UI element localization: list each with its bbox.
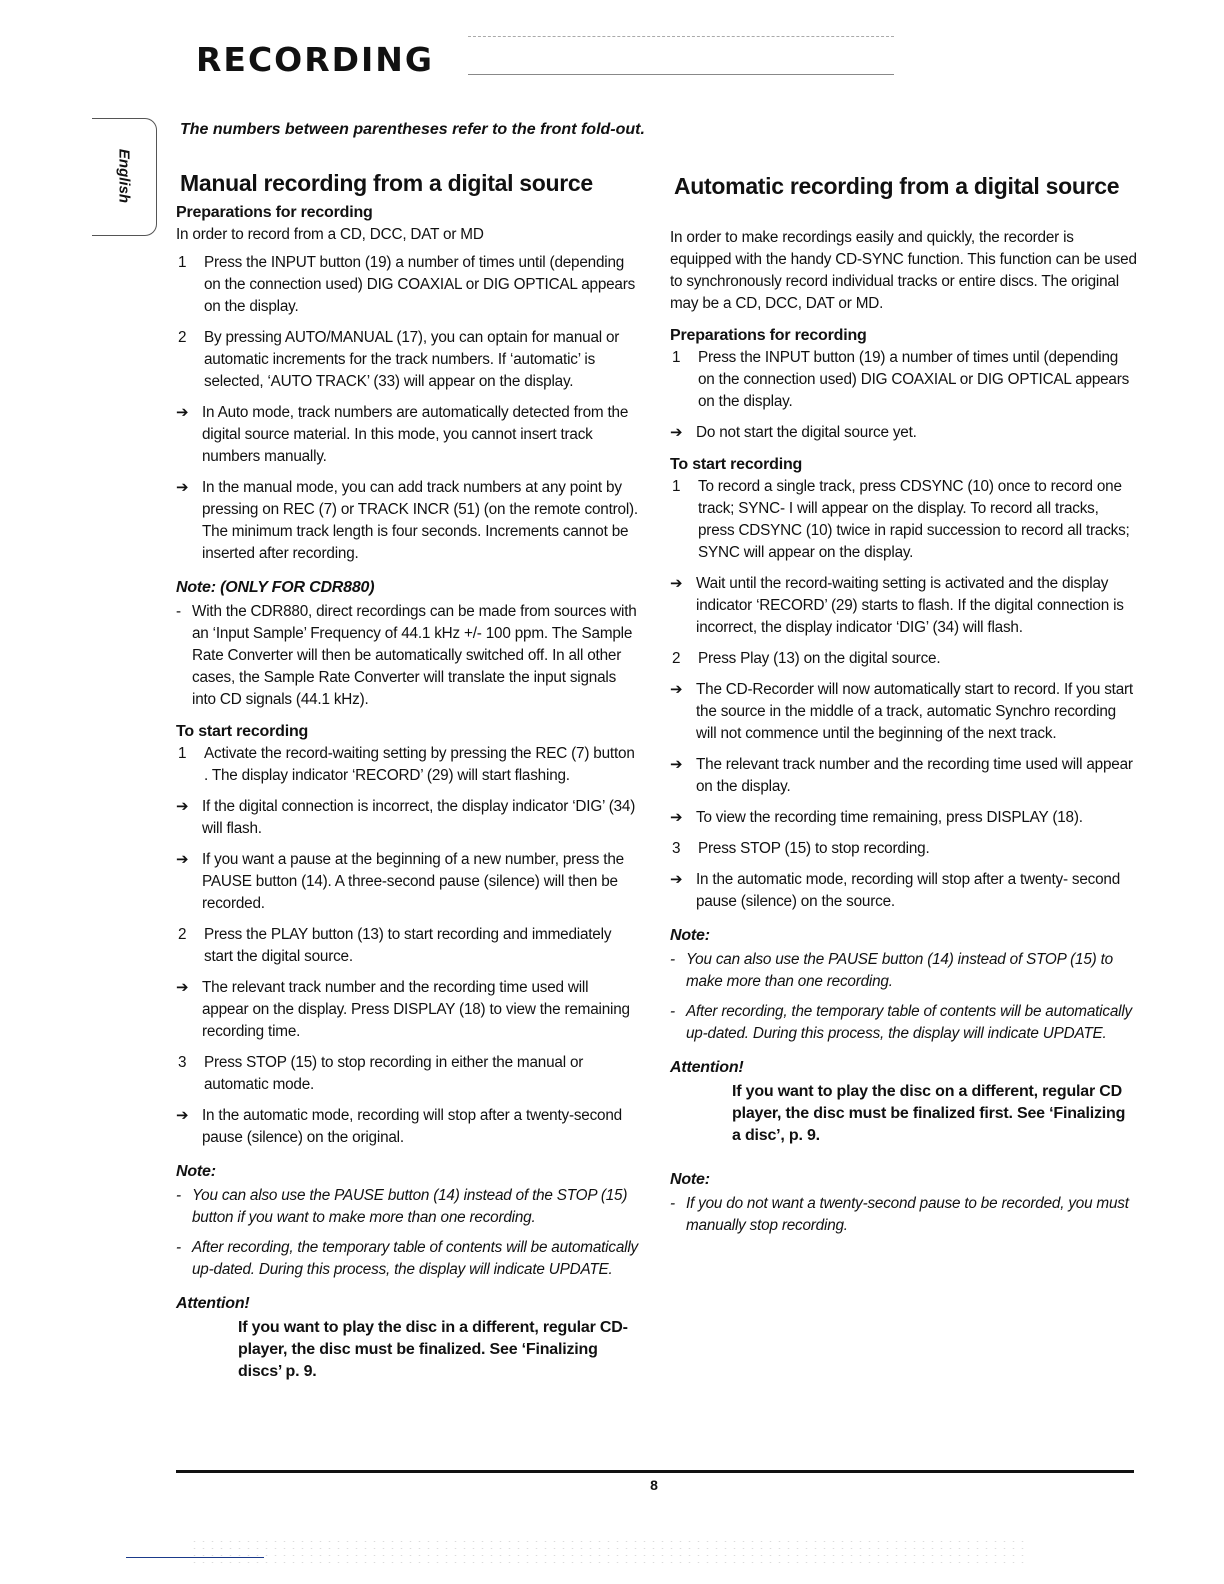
list-item (176, 924, 638, 968)
note-text: With the CDR880, direct recordings can be made from sources with an ‘Input Sample’ Frequency of 44.1 kHz +/- 100 ppm. The Sample Rate Converter will then be automatically switched off. In all other cases, the Sample Rate Converter will translate the input signals into CD signals (44.1 kHz). (192, 603, 637, 708)
item-number: 1 (672, 478, 681, 495)
list-item (670, 648, 1138, 670)
arrow-right-icon: ➔ (176, 979, 189, 996)
note-text: You can also use the PAUSE button (14) instead of STOP (15) to make more than one recording. (686, 951, 1113, 990)
arrow-item (670, 573, 1138, 639)
note-item (176, 601, 638, 711)
arrow-right-icon: ➔ (176, 404, 189, 421)
dash-bullet: - (176, 1239, 181, 1256)
footer-rule (176, 1470, 1134, 1473)
arrow-text: Do not start the digital source yet. (696, 424, 917, 441)
item-text: To record a single track, press CDSYNC (10) once to record one track; SYNC- I will appear on the display. To record all tracks, press CDSYNC (10) twice in rapid succession to record all tracks; SYNC will appear on the display. (698, 478, 1130, 561)
arrow-item (176, 796, 638, 840)
note-item (670, 1193, 1138, 1237)
arrow-text: The relevant track number and the recording time used will appear on the display. (696, 756, 1133, 795)
arrow-item (176, 849, 638, 915)
list-item (670, 347, 1138, 413)
right-intro: In order to make recordings easily and quickly, the recorder is equipped with the handy CD-SYNC function. This function can be used to synchronously record individual tracks or entire discs. The original may be a CD, DCC, DAT or MD. (670, 229, 1137, 312)
dash-bullet: - (176, 1187, 181, 1204)
item-text: Press the PLAY button (13) to start recording and immediately start the digital source. (204, 926, 612, 965)
arrow-item (176, 1105, 638, 1149)
dash-bullet: - (670, 1195, 675, 1212)
item-number: 2 (672, 650, 681, 667)
arrow-right-icon: ➔ (176, 851, 189, 868)
item-text: Activate the record-waiting setting by pressing the REC (7) button . The display indicator ‘RECORD’ (29) will start flashing. (204, 745, 635, 784)
arrow-right-icon: ➔ (176, 798, 189, 815)
page-number: 8 (650, 1477, 658, 1493)
arrow-item (670, 869, 1138, 913)
arrow-item (670, 807, 1138, 829)
arrow-text: In the manual mode, you can add track numbers at any point by pressing on REC (7) or TRACK INCR (51) (on the remote control). The minimum track length is four seconds. Increments cannot be inserted after recording. (202, 479, 638, 562)
right-note2-heading: Note: (670, 1171, 710, 1188)
arrow-item (670, 754, 1138, 798)
note-text: If you do not want a twenty-second pause to be recorded, you must manually stop recording. (686, 1195, 1129, 1234)
item-text: Press Play (13) on the digital source. (698, 650, 941, 667)
arrow-right-icon: ➔ (670, 681, 683, 698)
note-item (176, 1237, 638, 1281)
right-column (670, 172, 1138, 1245)
intro-note: The numbers between parentheses refer to the front fold-out. (180, 121, 645, 138)
title-rule (468, 74, 894, 75)
arrow-right-icon: ➔ (176, 1107, 189, 1124)
item-number: 1 (178, 254, 187, 271)
arrow-text: In Auto mode, track numbers are automatically detected from the digital source material. In this mode, you cannot insert track numbers manually. (202, 404, 629, 465)
item-number: 3 (178, 1054, 187, 1071)
left-note2-heading: Note: (176, 1163, 216, 1180)
item-text: Press STOP (15) to stop recording in either the manual or automatic mode. (204, 1054, 584, 1093)
right-attention-heading: Attention! (670, 1059, 744, 1076)
list-item (176, 743, 638, 787)
dash-bullet: - (670, 1003, 675, 1020)
right-prep-heading: Preparations for recording (670, 327, 867, 344)
arrow-text: The relevant track number and the recording time used will appear on the display. Press DISPLAY (18) to view the remaining recording time. (202, 979, 630, 1040)
left-heading: Manual recording from a digital source (180, 170, 593, 196)
arrow-right-icon: ➔ (670, 575, 683, 592)
arrow-text: Wait until the record-waiting setting is activated and the display indicator ‘RECORD’ (29) starts to flash. If the digital connection is incorrect, the display indicator ‘DIG’ (34) will flash. (696, 575, 1124, 636)
item-text: Press STOP (15) to stop recording. (698, 840, 930, 857)
dash-bullet: - (670, 951, 675, 968)
left-prep-intro: In order to record from a CD, DCC, DAT or MD (176, 226, 484, 243)
dash-bullet: - (176, 603, 181, 620)
item-number: 2 (178, 926, 187, 943)
arrow-item (670, 679, 1138, 745)
list-item (176, 327, 638, 393)
list-item (670, 838, 1138, 860)
arrow-right-icon: ➔ (670, 809, 683, 826)
arrow-right-icon: ➔ (670, 871, 683, 888)
left-attention-heading: Attention! (176, 1295, 250, 1312)
arrow-text: In the automatic mode, recording will stop after a twenty- second pause (silence) on the source. (696, 871, 1121, 910)
language-label: English (115, 148, 133, 204)
arrow-item (176, 477, 638, 565)
arrow-right-icon: ➔ (670, 756, 683, 773)
arrow-right-icon: ➔ (670, 424, 683, 441)
right-heading: Automatic recording from a digital source (674, 173, 1120, 199)
item-number: 1 (178, 745, 187, 762)
note-item (670, 949, 1138, 993)
item-text: By pressing AUTO/MANUAL (17), you can optain for manual or automatic increments for the track numbers. If ‘automatic’ is selected, ‘AUTO TRACK’ (33) will appear on the display. (204, 329, 620, 390)
list-item (176, 1052, 638, 1096)
arrow-item (670, 422, 1138, 444)
arrow-right-icon: ➔ (176, 479, 189, 496)
note-text: After recording, the temporary table of contents will be automatically up-dated. During this process, the display will indicate UPDATE. (192, 1239, 638, 1278)
right-start-heading: To start recording (670, 456, 803, 473)
arrow-text: The CD-Recorder will now automatically start to record. If you start the source in the middle of a track, automatic Synchro recording will not commence until the beginning of the next track. (696, 681, 1133, 742)
right-attention-text: If you want to play the disc on a different, regular CD player, the disc must be finalized first. See ‘Finalizing a disc’, p. 9. (732, 1083, 1126, 1144)
list-item (176, 252, 638, 318)
note-item (176, 1185, 638, 1229)
left-attention-text: If you want to play the disc in a different, regular CD-player, the disc must be finalized. See ‘Finalizing discs’ p. 9. (238, 1319, 628, 1380)
arrow-text: In the automatic mode, recording will stop after a twenty-second pause (silence) on the original. (202, 1107, 622, 1146)
item-number: 1 (672, 349, 681, 366)
left-start-heading: To start recording (176, 723, 309, 740)
arrow-item (176, 402, 638, 468)
item-text: Press the INPUT button (19) a number of times until (depending on the connection used) DIG COAXIAL or DIG OPTICAL appears on the display. (204, 254, 636, 315)
list-item (670, 476, 1138, 564)
item-text: Press the INPUT button (19) a number of times until (depending on the connection used) DIG COAXIAL or DIG OPTICAL appears on the display. (698, 349, 1130, 410)
arrow-text: If you want a pause at the beginning of a new number, press the PAUSE button (14). A three-second pause (silence) will then be recorded. (202, 851, 624, 912)
left-column (176, 172, 638, 1383)
arrow-text: To view the recording time remaining, press DISPLAY (18). (696, 809, 1083, 826)
left-note1-heading: Note: (ONLY FOR CDR880) (176, 579, 375, 596)
item-number: 2 (178, 329, 187, 346)
right-note1-heading: Note: (670, 927, 710, 944)
note-item (670, 1001, 1138, 1045)
title-rule-top (468, 36, 894, 37)
note-text: You can also use the PAUSE button (14) instead of the STOP (15) button if you want to make more than one recording. (192, 1187, 628, 1226)
scan-noise (190, 1538, 1030, 1568)
arrow-text: If the digital connection is incorrect, the display indicator ‘DIG’ (34) will flash. (202, 798, 636, 837)
note-text: After recording, the temporary table of contents will be automatically up-dated. During this process, the display will indicate UPDATE. (686, 1003, 1132, 1042)
left-prep-heading: Preparations for recording (176, 204, 373, 221)
arrow-item (176, 977, 638, 1043)
item-number: 3 (672, 840, 681, 857)
page-title: RECORDING (196, 40, 435, 79)
